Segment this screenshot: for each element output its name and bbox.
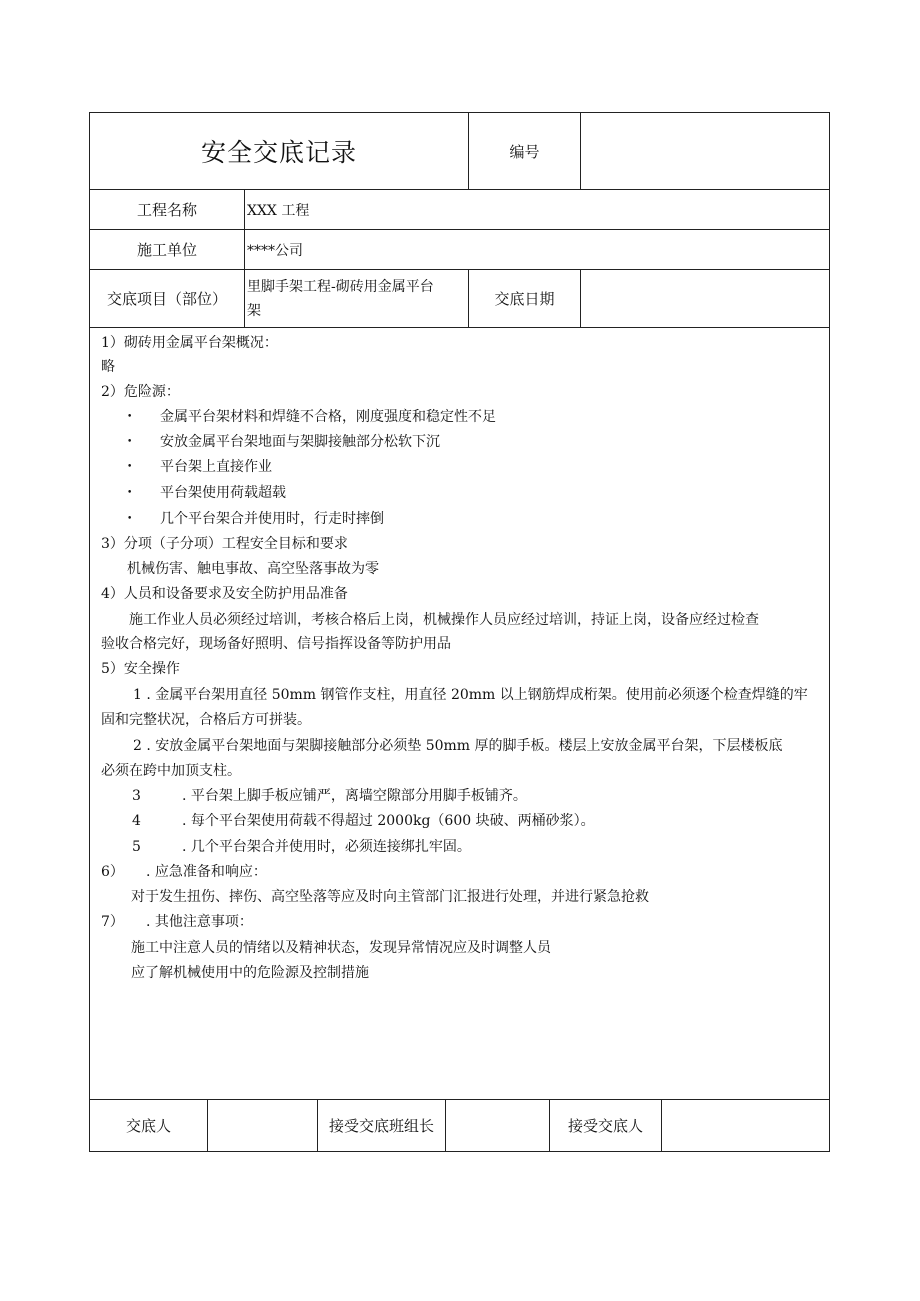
section-7-line1: 施工中注意人员的情绪以及精神状态，发现异常情况应及时调整人员 — [131, 940, 551, 956]
briefing-item-value-line1: 里脚手架工程-砌砖用金属平台 — [247, 279, 434, 295]
form-title: 安全交底记录 — [90, 113, 469, 189]
project-name-row — [90, 190, 829, 230]
bullet-icon: • — [127, 412, 133, 422]
briefing-date-label: 交底日期 — [469, 270, 581, 327]
project-name-label: 工程名称 — [90, 190, 245, 229]
briefing-date-value — [581, 270, 829, 327]
team-leader-label: 接受交底班组长 — [318, 1100, 446, 1151]
section-3-title: 3）分项（子分项）工程安全目标和要求 — [101, 536, 348, 552]
section-1-title: 1）砌砖用金属平台架概况： — [101, 335, 278, 351]
operation-1-line2: 固和完整状况，合格后方可拼装。 — [101, 712, 311, 728]
section-6-number: 6） — [101, 864, 124, 880]
briefing-item-value — [245, 270, 469, 327]
briefing-item-label: 交底项目（部位） — [90, 270, 245, 327]
operation-5-text: . 几个平台架合并使用时，必须连接绑扎牢固。 — [182, 839, 471, 855]
hazard-item: 金属平台架材料和焊缝不合格，刚度强度和稳定性不足 — [160, 409, 496, 425]
briefing-content — [90, 328, 829, 1100]
unit-label: 施工单位 — [90, 230, 245, 269]
operation-2-line1: 2 . 安放金属平台架地面与架脚接触部分必须垫 50mm 厚的脚手板。楼层上安放金属平台架，下层楼板底 — [133, 738, 783, 754]
operation-2-line2: 必须在跨中加顶支柱。 — [101, 763, 241, 779]
section-4-title: 4）人员和设备要求及安全防护用品准备 — [101, 586, 348, 602]
hazard-item: 平台架上直接作业 — [160, 459, 272, 475]
section-7-title: . 其他注意事项： — [146, 914, 253, 930]
receiver-label: 接受交底人 — [550, 1100, 662, 1151]
section-4-line1: 施工作业人员必须经过培训，考核合格后上岗，机械操作人员应经过培训，持证上岗，设备应经过检查 — [129, 612, 759, 628]
construction-unit-row — [90, 230, 829, 270]
operation-4-text: . 每个平台架使用荷载不得超过 2000kg（600 块破、两桶砂浆）。 — [182, 813, 595, 829]
section-7-line2: 应了解机械使用中的危险源及控制措施 — [131, 965, 369, 981]
bullet-icon: • — [127, 437, 133, 447]
unit-value: ****公司 — [247, 242, 303, 259]
briefing-item-value-line2: 架 — [247, 303, 261, 319]
receiver-value — [662, 1100, 829, 1151]
bullet-icon: • — [127, 514, 133, 524]
section-7-number: 7） — [101, 914, 124, 930]
header-row — [90, 113, 829, 190]
operation-3-text: . 平台架上脚手板应铺严，离墙空隙部分用脚手板铺齐。 — [182, 788, 527, 804]
section-6-title: . 应急准备和响应： — [146, 864, 267, 880]
section-2-title: 2）危险源： — [101, 384, 180, 400]
section-6-body: 对于发生扭伤、摔伤、高空坠落等应及时向主管部门汇报进行处理，并进行紧急抢救 — [131, 889, 649, 905]
section-5-title: 5）安全操作 — [101, 661, 180, 677]
operation-3-number: 3 — [132, 788, 141, 804]
section-1-body: 略 — [101, 359, 115, 375]
operation-1-line1: 1 . 金属平台架用直径 50mm 钢管作支柱，用直径 20mm 以上钢筋焊成桁架。使用前必须逐个检查焊缝的牢 — [133, 687, 808, 703]
safety-briefing-form — [89, 112, 830, 1152]
hazard-item: 安放金属平台架地面与架脚接触部分松软下沉 — [160, 434, 440, 450]
briefing-item-row — [90, 270, 829, 328]
bullet-icon: • — [127, 488, 133, 498]
project-name-value: XXX 工程 — [247, 202, 310, 219]
team-leader-value — [446, 1100, 550, 1151]
operation-4-number: 4 — [132, 813, 141, 829]
hazard-item: 平台架使用荷载超载 — [160, 485, 286, 501]
briefer-label: 交底人 — [90, 1100, 208, 1151]
section-3-body: 机械伤害、触电事故、高空坠落事故为零 — [127, 561, 379, 577]
hazard-item: 几个平台架合并使用时，行走时摔倒 — [160, 511, 384, 527]
signature-row — [90, 1100, 829, 1151]
briefer-value — [208, 1100, 318, 1151]
number-label: 编号 — [469, 113, 581, 189]
bullet-icon: • — [127, 462, 133, 472]
operation-5-number: 5 — [132, 839, 141, 855]
number-value — [581, 113, 829, 189]
section-4-line2: 验收合格完好，现场备好照明、信号指挥设备等防护用品 — [101, 636, 451, 652]
